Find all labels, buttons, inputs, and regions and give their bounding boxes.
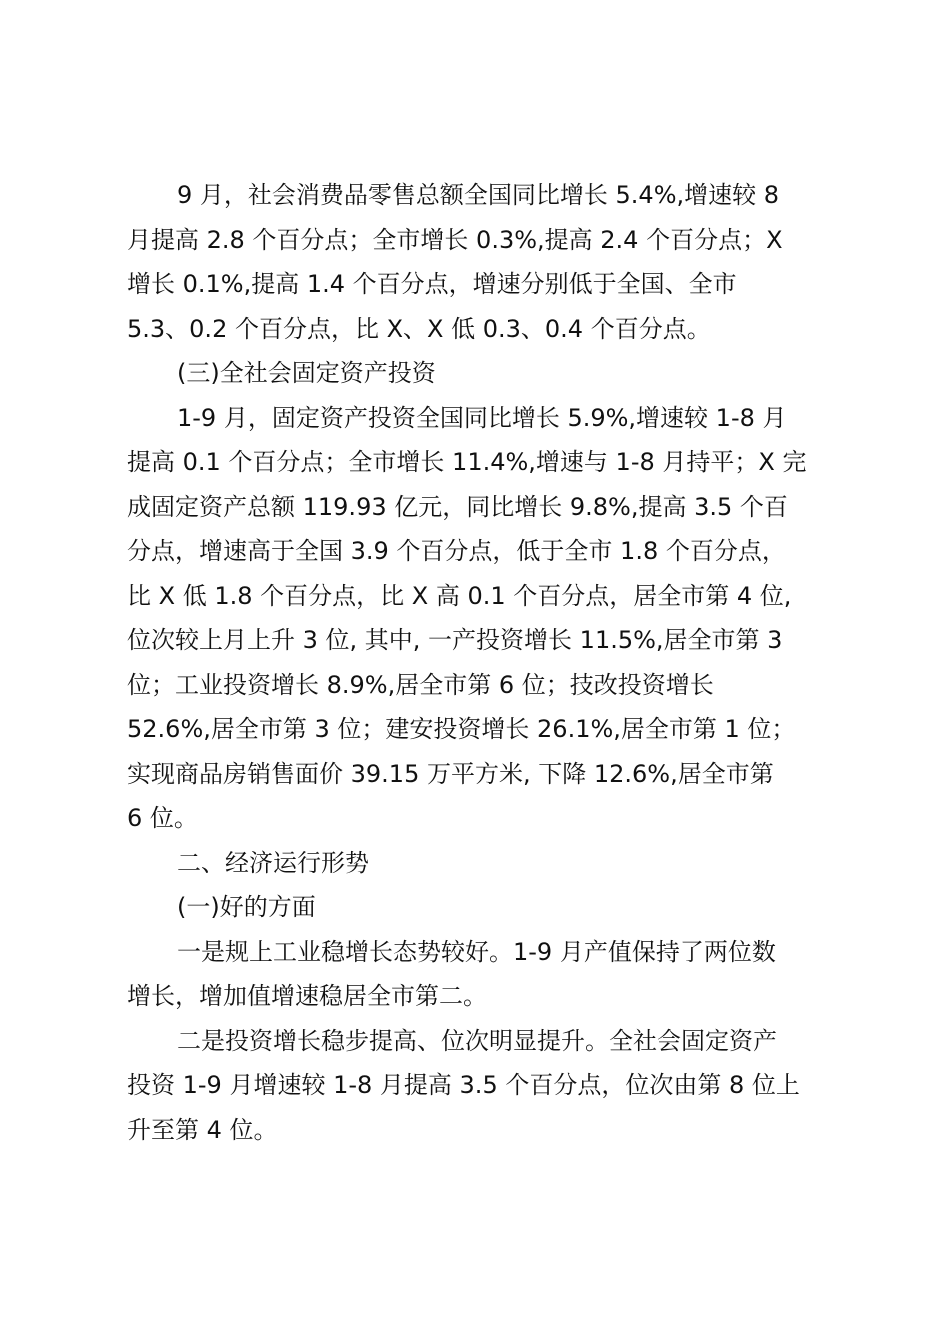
paragraph-investment-growth: 二是投资增长稳步提高、位次明显提升。全社会固定资产 投资 1-9 月增速较 1-8 月提高 3.5 个百分点，位次由第 8 位上 升至第 4 位。 — [127, 1026, 800, 1144]
section-heading-economic-situation: 二、经济运行形势 — [177, 848, 369, 877]
section-heading-fixed-asset-investment: (三)全社会固定资产投资 — [177, 359, 436, 387]
paragraph-retail-sales: 9 月，社会消费品零售总额全国同比增长 5.4%,增速较 8 月提高 2.8 个百分点；全市增长 0.3%,提高 2.4 个百分点；X 增长 0.1%,提高 1.4 个百分点，增速分别低于全国、全市 5.3、0.2 个百分点，比 X、X 低 0.3、0.4 个百分点。 — [127, 181, 783, 343]
paragraph-fixed-asset-investment: 1-9 月，固定资产投资全国同比增长 5.9%,增速较 1-8 月 提高 0.1 个百分点；全市增长 11.4%,增速与 1-8 月持平；X 完 成固定资产总额 119.93 亿元，同比增长 9.8%,提高 3.5 个百 分点，增速高于全国 3.9 个百分点，低于全市 1.8 个百分点， 比 X 低 1.8 个百分点，比 X 高 0.1 个百分点，居全市第 4 位, 位次较上月上升 3 位, 其中, 一产投资增长 11.5%,居全市第 3 位；工业投资增长 8.9%,居全市第 6 位；技改投资增长 52.6%,居全市第 3 位；建安投资增长 26.1%,居全市第 1 位； 实现商品房销售面价 39.15 万平方米, 下降 12.6%,居全市第 6 位。 — [127, 403, 807, 832]
section-heading-positive-aspects: (一)好的方面 — [177, 893, 316, 921]
paragraph-industrial-growth: 一是规上工业稳增长态势较好。1-9 月产值保持了两位数 增长，增加值增速稳居全市第二。 — [127, 937, 776, 1010]
document-body — [127, 173, 837, 1152]
